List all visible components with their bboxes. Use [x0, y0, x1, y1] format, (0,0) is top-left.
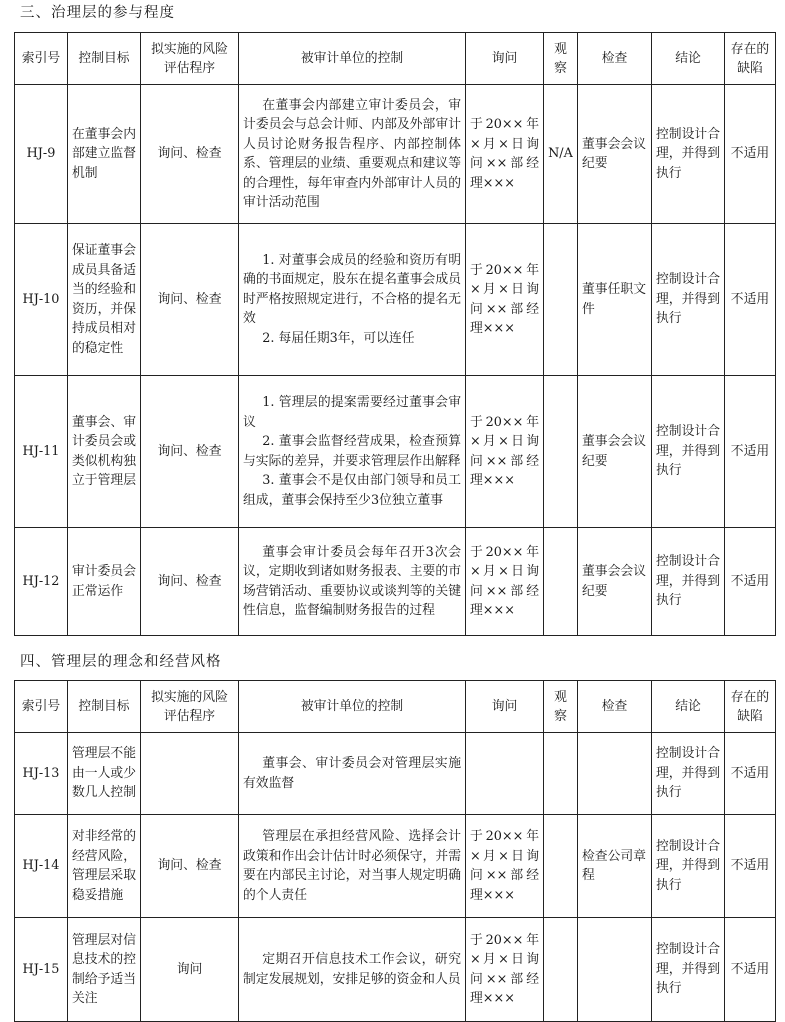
row-observation [544, 733, 578, 815]
row-inspection: 董事会会议纪要 [578, 528, 652, 636]
row-control [239, 376, 466, 528]
row-observation [544, 224, 578, 376]
control-paragraph: 3. 董事会不是仅由部门领导和员工组成，董事会保持至少3位独立董事 [243, 473, 461, 508]
row-goal: 对非经常的经营风险，管理层采取稳妥措施 [68, 815, 141, 918]
row-control [239, 733, 466, 815]
row-index: HJ-10 [15, 224, 68, 376]
row-observation [544, 528, 578, 636]
header-conclusion: 结论 [652, 681, 725, 733]
row-goal: 董事会、审计委员会或类似机构独立于管理层 [68, 376, 141, 528]
row-goal: 审计委员会正常运作 [68, 528, 141, 636]
row-conclusion: 控制设计合理，并得到执行 [652, 224, 725, 376]
header-inquiry: 询问 [466, 33, 544, 85]
row-inquiry: 于20××年×月×日询问××部经理××× [466, 85, 544, 224]
row-deficiency: 不适用 [725, 815, 776, 918]
row-inspection: 董事会会议纪要 [578, 85, 652, 224]
header-inquiry: 询问 [466, 681, 544, 733]
table-row [15, 918, 776, 1022]
row-procedure: 询问、检查 [141, 376, 239, 528]
control-paragraph: 1. 对董事会成员的经验和资历有明确的书面规定，股东在提名董事会成员时严格按照规定进行，不合格的提名无效 [243, 252, 461, 327]
row-index: HJ-13 [15, 733, 68, 815]
row-observation [544, 376, 578, 528]
row-deficiency: 不适用 [725, 528, 776, 636]
header-procedure: 拟实施的风险评估程序 [141, 33, 239, 85]
header-observation: 观察 [544, 33, 578, 85]
row-conclusion: 控制设计合理，并得到执行 [652, 815, 725, 918]
row-inquiry: 于20××年×月×日询问××部经理××× [466, 376, 544, 528]
header-inspection: 检查 [578, 33, 652, 85]
control-paragraph: 定期召开信息技术工作会议，研究制定发展规划，安排足够的资金和人员 [243, 952, 461, 987]
row-procedure [141, 733, 239, 815]
row-conclusion: 控制设计合理，并得到执行 [652, 376, 725, 528]
table-row [15, 815, 776, 918]
row-deficiency: 不适用 [725, 376, 776, 528]
control-paragraph: 2. 董事会监督经营成果，检查预算与实际的差异，并要求管理层作出解释 [243, 434, 461, 469]
row-control [239, 224, 466, 376]
row-deficiency: 不适用 [725, 224, 776, 376]
table-row [15, 528, 776, 636]
row-procedure: 询问、检查 [141, 815, 239, 918]
row-deficiency: 不适用 [725, 918, 776, 1022]
row-inspection: 检查公司章程 [578, 815, 652, 918]
row-inquiry: 于20××年×月×日询问××部经理××× [466, 918, 544, 1022]
control-paragraph: 在董事会内部建立审计委员会，审计委员会与总会计师、内部及外部审计人员讨论财务报告程序、内部控制体系、管理层的业绩、重要观点和建议等的合理性，每年审查内外部审计人员的审计活动范围 [243, 97, 461, 210]
row-inquiry: 于20××年×月×日询问××部经理××× [466, 528, 544, 636]
control-paragraph: 管理层在承担经营风险、选择会计政策和作出会计估计时必须保守，并需要在内部民主讨论，对当事人规定明确的个人责任 [243, 829, 461, 903]
row-index: HJ-11 [15, 376, 68, 528]
section-title-management-philosophy: 四、管理层的理念和经营风格 [20, 654, 222, 670]
row-inspection [578, 918, 652, 1022]
row-observation [544, 918, 578, 1022]
control-paragraph: 董事会审计委员会每年召开3次会议，定期收到诸如财务报表、主要的市场营销活动、重要协议或谈判等的关键性信息，监督编制财务报告的过程 [243, 544, 461, 618]
header-goal: 控制目标 [68, 681, 141, 733]
table-row [15, 376, 776, 528]
section-title-governance: 三、治理层的参与程度 [20, 5, 175, 21]
row-conclusion: 控制设计合理，并得到执行 [652, 918, 725, 1022]
row-deficiency: 不适用 [725, 733, 776, 815]
control-paragraph: 1. 管理层的提案需要经过董事会审议 [243, 395, 461, 430]
header-control: 被审计单位的控制 [239, 33, 466, 85]
row-conclusion: 控制设计合理，并得到执行 [652, 528, 725, 636]
header-goal: 控制目标 [68, 33, 141, 85]
row-procedure: 询问、检查 [141, 85, 239, 224]
row-procedure: 询问、检查 [141, 528, 239, 636]
row-index: HJ-14 [15, 815, 68, 918]
row-inspection: 董事会会议纪要 [578, 376, 652, 528]
table-header-row [15, 33, 776, 85]
row-observation: N/A [544, 85, 578, 224]
header-index: 索引号 [15, 33, 68, 85]
row-inquiry: 于20××年×月×日询问××部经理××× [466, 815, 544, 918]
table-row [15, 85, 776, 224]
table-header-row [15, 681, 776, 733]
row-inquiry: 于20××年×月×日询问××部经理××× [466, 224, 544, 376]
row-index: HJ-9 [15, 85, 68, 224]
row-index: HJ-12 [15, 528, 68, 636]
table-row [15, 224, 776, 376]
row-inspection: 董事任职文件 [578, 224, 652, 376]
row-goal: 管理层不能由一人或少数几人控制 [68, 733, 141, 815]
row-inspection [578, 733, 652, 815]
row-procedure: 询问 [141, 918, 239, 1022]
header-control: 被审计单位的控制 [239, 681, 466, 733]
row-procedure: 询问、检查 [141, 224, 239, 376]
row-observation [544, 815, 578, 918]
table-row [15, 733, 776, 815]
row-index: HJ-15 [15, 918, 68, 1022]
row-conclusion: 控制设计合理，并得到执行 [652, 85, 725, 224]
row-control [239, 528, 466, 636]
row-deficiency: 不适用 [725, 85, 776, 224]
row-goal: 在董事会内部建立监督机制 [68, 85, 141, 224]
management-philosophy-table [14, 680, 776, 1022]
header-conclusion: 结论 [652, 33, 725, 85]
header-deficiency: 存在的缺陷 [725, 681, 776, 733]
row-inquiry [466, 733, 544, 815]
header-deficiency: 存在的缺陷 [725, 33, 776, 85]
row-goal: 管理层对信息技术的控制给予适当关注 [68, 918, 141, 1022]
control-paragraph: 2. 每届任期3年，可以连任 [262, 330, 415, 346]
header-procedure: 拟实施的风险评估程序 [141, 681, 239, 733]
governance-participation-table [14, 32, 776, 636]
header-inspection: 检查 [578, 681, 652, 733]
row-conclusion: 控制设计合理，并得到执行 [652, 733, 725, 815]
header-observation: 观察 [544, 681, 578, 733]
row-goal: 保证董事会成员具备适当的经验和资历，并保持成员相对的稳定性 [68, 224, 141, 376]
row-control [239, 815, 466, 918]
row-control [239, 918, 466, 1022]
row-control [239, 85, 466, 224]
control-paragraph: 董事会、审计委员会对管理层实施有效监督 [243, 756, 461, 791]
header-index: 索引号 [15, 681, 68, 733]
